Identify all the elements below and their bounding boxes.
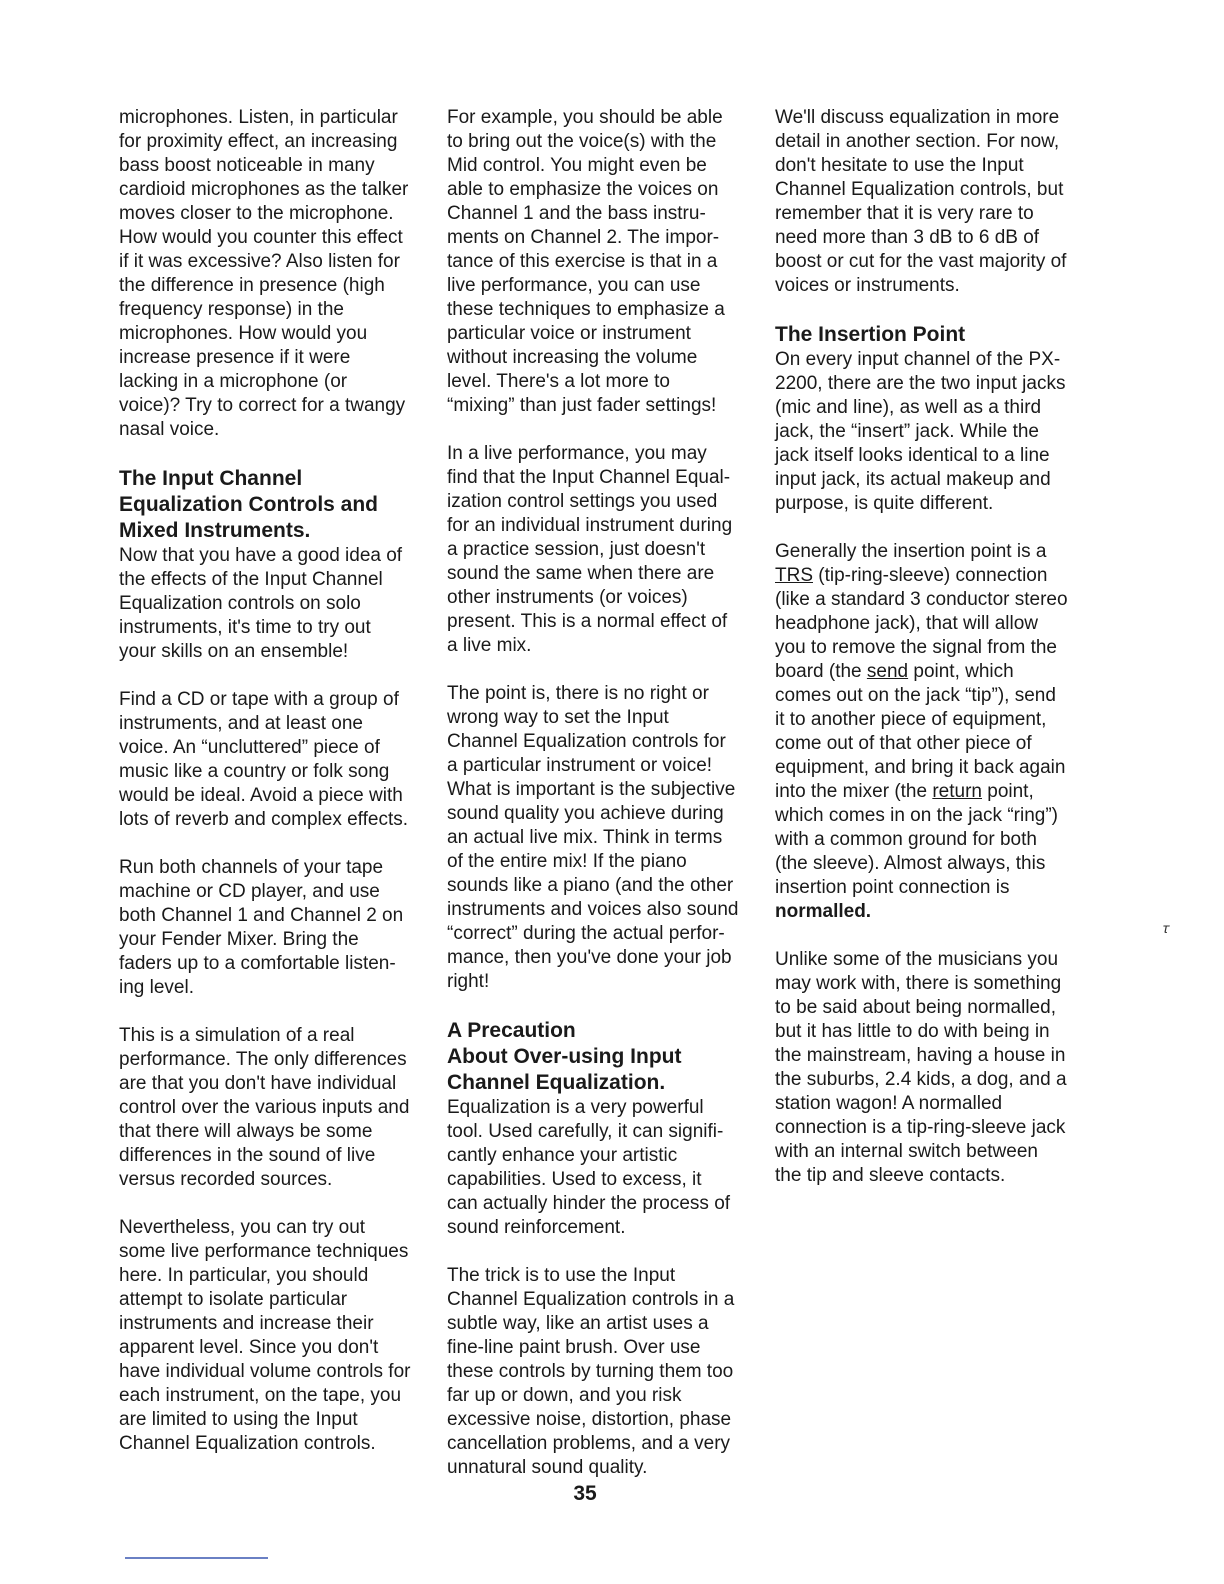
paragraph: We'll discuss equalization in more detail in another section. For now, don't hesitate to use the Input Channel Equalization controls, but remember that it is very rare to need more than 3 dB to 6 dB of boost or cut for the vast majority of voices or instruments. [775, 107, 1067, 296]
paragraph: Run both channels of your tape machine or CD player, and use both Channel 1 and Channel 2 on your Fender Mixer. Bring the faders up to a comfortable listen- ing level. [119, 857, 404, 998]
text-run: point, which comes in on the jack “ring”) with a common ground for both (the sleeve). Almost always, this insertion point connection is [775, 781, 1058, 898]
paragraph: This is a simulation of a real performance. The only differences are that you don't have individual control over the various inputs and that there will always be some differences in the sound of live versus recorded sources. [119, 1025, 410, 1190]
footer-rule [125, 1557, 268, 1559]
text-run: (tip-ring-sleeve) connection (like a standard 3 conductor stereo headphone jack), that will allow you to remove the signal from the board (the [775, 565, 1068, 682]
term-return: return [932, 781, 982, 802]
section-heading: The Insertion Point [775, 323, 966, 346]
term-normalled: normalled. [775, 901, 872, 922]
paragraph: The trick is to use the Input Channel Equalization controls in a subtle way, like an artist uses a fine-line paint brush. Over use these controls by turning them too far up or down, and you risk excessive noise, distortion, phase cancellation problems, and a very unnatural sound quality. [447, 1265, 735, 1478]
section-heading: The Input Channel Equalization Controls and Mixed Instruments. [119, 467, 379, 542]
text-run: point, which comes out on the jack “tip”), send it to another piece of equipment, come out of that other piece of equipment, and bring it back again into the mixer (the [775, 661, 1066, 802]
paragraph: Equalization is a very powerful tool. Used carefully, it can signifi- cantly enhance your artistic capabilities. Used to excess, it can actually hinder the process of sound reinforcement. [447, 1097, 731, 1238]
paragraph: microphones. Listen, in particular for proximity effect, an increasing bass boost noticeable in many cardioid microphones as the talker moves closer to the microphone. How would you counter this effect if it was excessive? Also listen for the difference in presence (high frequency response) in the microphones. How would you increase presence if it were lacking in a microphone (or voice)? Try to correct for a twangy nasal voice. [119, 107, 409, 440]
paragraph: Find a CD or tape with a group of instruments, and at least one voice. An “uncluttered” piece of music like a country or folk song would be ideal. Avoid a piece with lots of reverb and complex effects. [119, 689, 409, 830]
page-number: 35 [573, 1482, 597, 1505]
paragraph: In a live performance, you may find that the Input Channel Equal- ization control settings you used for an individual instrument during a practice session, just doesn't sound the same when there are other instruments (or voices) present. This is a normal effect of a live mix. [447, 443, 733, 656]
paragraph-insertion-point [775, 540, 1093, 924]
section-heading: A Precaution About Over-using Input Channel Equalization. [447, 1019, 682, 1094]
column-1 [119, 106, 437, 1480]
paragraph: Nevertheless, you can try out some live performance techniques here. In particular, you should attempt to isolate particular instruments and increase their apparent level. Since you don't have individual volume controls for each instrument, on the tape, you are limited to using the Input Channel Equalization controls. [119, 1217, 411, 1454]
term-trs: TRS [775, 565, 813, 586]
paragraph: On every input channel of the PX- 2200, there are the two input jacks (mic and line), as well as a third jack, the “insert” jack. While the jack itself looks identical to a line input jack, its actual makeup and purpose, is quite different. [775, 349, 1066, 514]
column-2 [447, 106, 765, 1504]
paragraph: The point is, there is no right or wrong way to set the Input Channel Equalization controls for a particular instrument or voice! What is important is the subjective sound quality you achieve during an actual live mix. Think in terms of the entire mix! If the piano sounds like a piano (and the other instruments and voices also sound “correct” during the actual perfor- mance, then you've done your job right! [447, 683, 739, 992]
paragraph: For example, you should be able to bring out the voice(s) with the Mid control. You might even be able to emphasize the voices on Channel 1 and the bass instru- ments on Channel 2. The impor- tance of this exercise is that in a live performance, you can use these techniques to emphasize a particular voice or instrument without increasing the volume level. There's a lot more to “mixing” than just fader settings! [447, 107, 725, 416]
paragraph: Unlike some of the musicians you may work with, there is something to be said about being normalled, but it has little to do with being in the mainstream, having a house in the suburbs, 2.4 kids, a dog, and a station wagon! A normalled connection is a tip-ring-sleeve jack with an internal switch between the tip and sleeve contacts. [775, 949, 1067, 1186]
term-send: send [866, 661, 909, 682]
text-run: Generally the insertion point is a [775, 541, 1047, 562]
scan-speck-icon: 𝜏 [1163, 921, 1170, 937]
column-3 [775, 106, 1093, 1212]
paragraph: Now that you have a good idea of the effects of the Input Channel Equalization controls on solo instruments, it's time to try out your skills on an ensemble! [119, 545, 403, 662]
